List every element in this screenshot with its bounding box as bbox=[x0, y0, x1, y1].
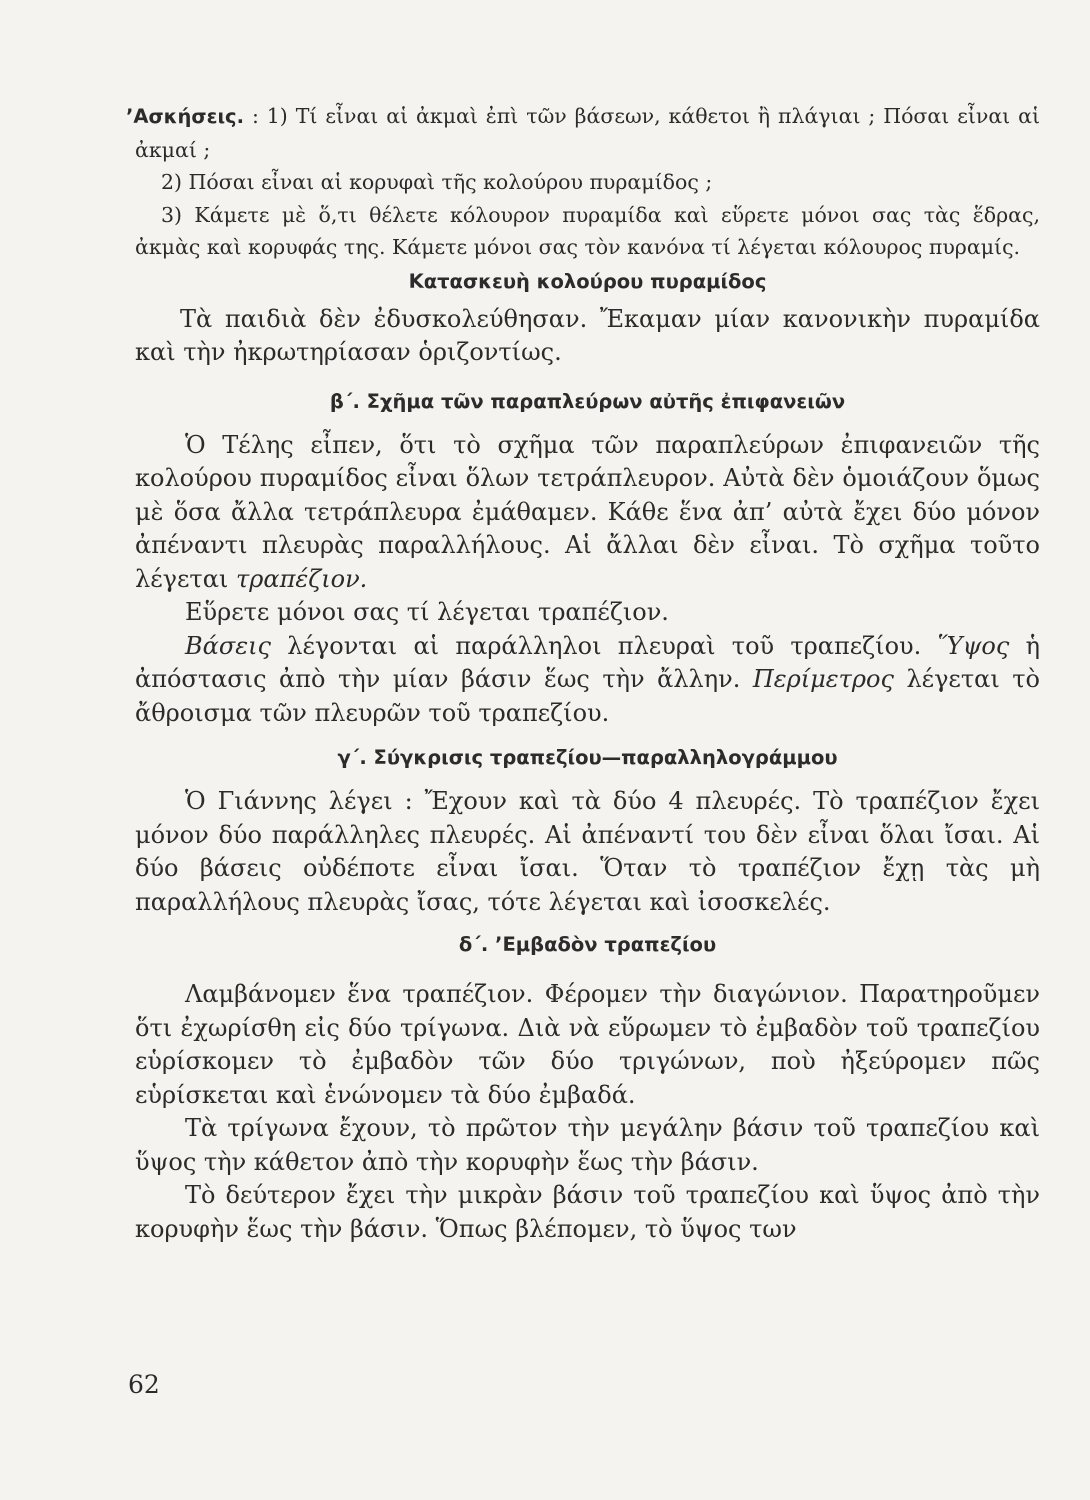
paragraph-gamma: Ὁ Γιάννης λέγει : Ἔχουν καὶ τὰ δύο 4 πλευρές. Τὸ τραπέζιον ἔχει μόνον δύο παράλληλες πλευρές. Αἱ ἀπέναντί του δὲν εἶναι ὅλαι ἴσαι. Αἱ δύο βάσεις οὐδέποτε εἶναι ἴσαι. Ὅταν τὸ τραπέζιον ἔχῃ τὰς μὴ παραλλήλους πλευρὰς ἴσας, τότε λέγεται καὶ ἰσοσκελές. bbox=[135, 787, 1040, 916]
term-height: Ὕψος bbox=[937, 631, 1010, 660]
exercises-block bbox=[126, 100, 1040, 264]
paragraph-delta-3: Τὸ δεύτερον ἔχει τὴν μικρὰν βάσιν τοῦ τραπεζίου καὶ ὕψος ἀπὸ τὴν κορυφὴν ἕως τὴν βάσιν. Ὅπως βλέπομεν, τὸ ὕψος των bbox=[135, 1181, 1040, 1243]
term-perimeter: Περίμετρος bbox=[752, 665, 894, 693]
paragraph-delta-1: Λαμβάνομεν ἕνα τραπέζιον. Φέρομεν τὴν διαγώνιον. Παρατηροῦμεν ὅτι ἐχωρίσθη εἰς δύο τρίγωνα. Διὰ νὰ εὕρωμεν τὸ ἐμβαδὸν τοῦ τραπεζίου εὑρίσκομεν τὸ ἐμβαδὸν τῶν δύο τριγώνων, ποὺ ἠξεύρομεν πῶς εὑρίσκεται καὶ ἑνώνομεν τὰ δύο ἐμβαδά. bbox=[135, 980, 1040, 1109]
section-beta-body bbox=[135, 429, 1040, 731]
definition-bases: λέγονται αἱ παράλληλοι πλευραὶ τοῦ τραπεζίου. bbox=[287, 631, 922, 660]
term-trapezium: τραπέζιον. bbox=[235, 564, 368, 593]
heading-gamma: γ΄. Σύγκρισις τραπεζίου—παραλληλογράμμου bbox=[337, 746, 838, 769]
exercise-question-3: 3) Κάμετε μὲ ὅ,τι θέλετε κόλουρον πυραμίδα καὶ εὕρετε μόνοι σας τὰς ἕδρας, ἀκμὰς καὶ κορυφάς της. Κάμετε μόνοι σας τὸν κανόνα τί λέγεται κόλουρος πυραμίς. bbox=[135, 202, 1040, 259]
exercise-question-1 bbox=[126, 100, 1040, 166]
definition-perimeter: λέγεται τὸ ἄθροισμα τῶν πλευρῶν τοῦ τραπεζίου. bbox=[135, 665, 1040, 727]
heading-beta: β΄. Σχῆμα τῶν παραπλεύρων αὐτῆς ἐπιφανειῶν bbox=[329, 389, 846, 413]
heading-construction: Κατασκευὴ κολούρου πυραμίδος bbox=[408, 269, 767, 293]
definition-height: ἡ ἀπόστασις ἀπὸ τὴν μίαν βάσιν ἕως τὴν ἄλλην. bbox=[135, 631, 1040, 693]
section-construction-body bbox=[135, 303, 1040, 370]
paragraph-beta-2: Εὕρετε μόνοι σας τί λέγεται τραπέζιον. bbox=[185, 598, 669, 626]
paragraph-construction: Τὰ παιδιὰ δὲν ἐδυσκολεύθησαν. Ἔκαμαν μίαν κανονικὴν πυραμίδα καὶ τὴν ἠκρωτηρίασαν ὁριζοντίως. bbox=[135, 304, 1040, 366]
paragraph-beta-1-text: Ὁ Τέλης εἶπεν, ὅτι τὸ σχῆμα τῶν παραπλεύρων ἐπιφανειῶν τῆς κολούρου πυραμίδος εἶναι ὅλων τετράπλευρον. Αὐτὰ δὲν ὁμοιάζουν ὅμως μὲ ὅσα ἄλλα τετράπλευρα ἐμάθαμεν. Κάθε ἕνα ἀπ’ αὐτὰ ἔχει δύο μόνον ἀπέναντι πλευρὰς παραλλήλους. Αἱ ἄλλαι δὲν εἶναι. Τὸ σχῆμα τοῦτο λέγεται bbox=[135, 430, 1040, 593]
heading-delta: δ΄. ’Εμβαδὸν τραπεζίου bbox=[458, 933, 717, 956]
paragraph-beta-3 bbox=[135, 630, 1040, 731]
exercise-question-1-text: : 1) Τί εἶναι αἱ ἀκμαὶ ἐπὶ τῶν βάσεων, κάθετοι ἢ πλάγιαι ; Πόσαι εἶναι αἱ ἀκμαί ; bbox=[135, 104, 1040, 162]
paragraph-delta-2: Τὰ τρίγωνα ἔχουν, τὸ πρῶτον τὴν μεγάλην βάσιν τοῦ τραπεζίου καὶ ὕψος τὴν κάθετον ἀπὸ τὴν κορυφὴν ἕως τὴν βάσιν. bbox=[135, 1114, 1040, 1176]
section-gamma-body bbox=[135, 785, 1040, 919]
paragraph-beta-1 bbox=[135, 429, 1040, 597]
page-number: 62 bbox=[128, 1370, 160, 1399]
section-delta-body bbox=[135, 978, 1040, 1246]
exercises-title: ’Ασκήσεις. bbox=[126, 105, 245, 128]
term-bases: Βάσεις bbox=[185, 631, 271, 660]
exercise-question-2: 2) Πόσαι εἶναι αἱ κορυφαὶ τῆς κολούρου πυραμίδος ; bbox=[161, 170, 713, 194]
